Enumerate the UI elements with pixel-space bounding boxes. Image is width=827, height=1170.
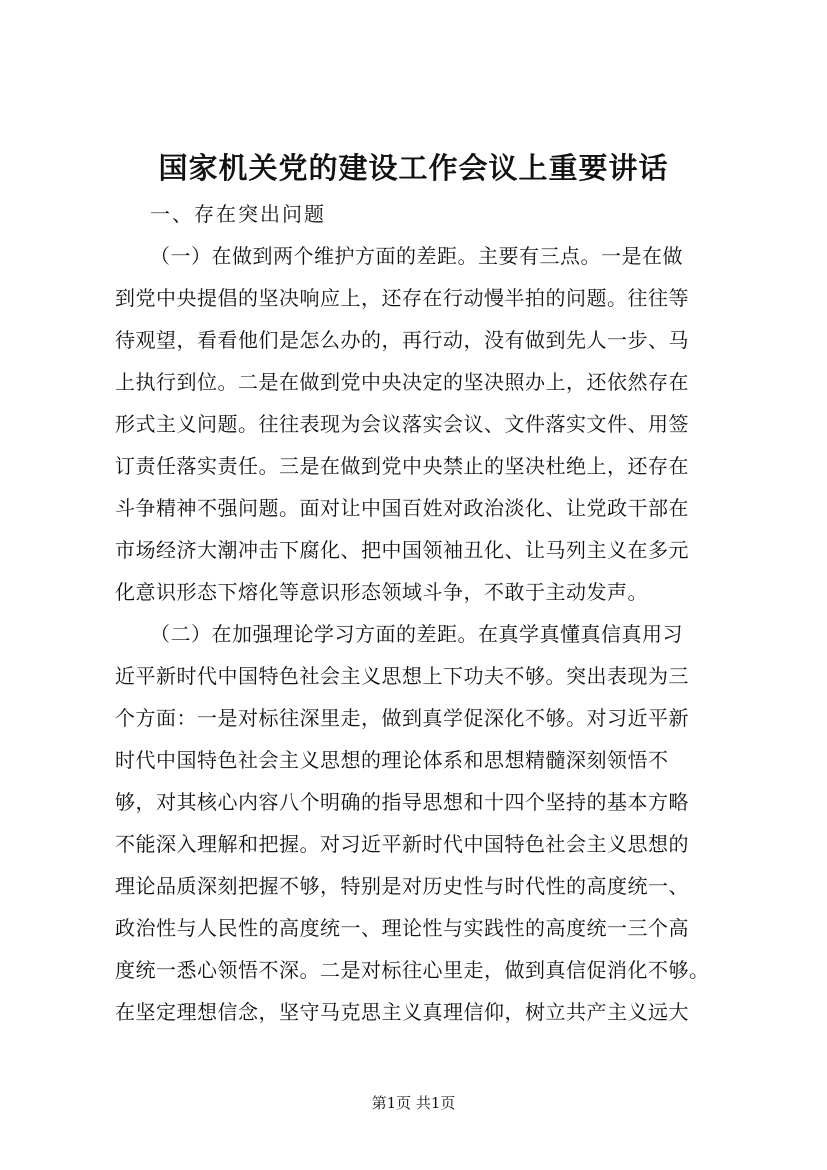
paragraph-line: 待观望，看看他们是怎么办的，再行动，没有做到先人一步、马: [115, 328, 689, 352]
paragraph-line: 不能深入理解和把握。对习近平新时代中国特色社会主义思想的: [115, 832, 689, 856]
paragraph-line: 到党中央提倡的坚决响应上，还存在行动慢半拍的问题。往往等: [115, 286, 689, 310]
paragraph-line: 订责任落实责任。三是在做到党中央禁止的坚决杜绝上，还存在: [115, 454, 689, 478]
paragraph-line: 够，对其核心内容八个明确的指导思想和十四个坚持的基本方略: [115, 790, 689, 814]
paragraph-line: 在坚定理想信念，坚守马克思主义真理信仰，树立共产主义远大: [115, 1000, 689, 1024]
paragraph-line: 时代中国特色社会主义思想的理论体系和思想精髓深刻领悟不: [115, 748, 669, 772]
paragraph-line: 度统一悉心领悟不深。二是对标往心里走，做到真信促消化不够。: [115, 958, 710, 982]
paragraph-line: 理论品质深刻把握不够，特别是对历史性与时代性的高度统一、: [115, 874, 689, 898]
document-title: 国家机关党的建设工作会议上重要讲话: [158, 151, 669, 185]
paragraph-line: 政治性与人民性的高度统一、理论性与实践性的高度统一三个高: [115, 916, 689, 940]
paragraph-line: 上执行到位。二是在做到党中央决定的坚决照办上，还依然存在: [115, 370, 689, 394]
paragraph-line: 市场经济大潮冲击下腐化、把中国领袖丑化、让马列主义在多元: [115, 538, 689, 562]
paragraph-line: （一）在做到两个维护方面的差距。主要有三点。一是在做: [150, 244, 683, 268]
paragraph-line: 近平新时代中国特色社会主义思想上下功夫不够。突出表现为三: [115, 664, 689, 688]
paragraph-line: （二）在加强理论学习方面的差距。在真学真懂真信真用习: [150, 622, 683, 646]
section-heading: 一、存在突出问题: [150, 202, 326, 226]
paragraph-line: 斗争精神不强问题。面对让中国百姓对政治淡化、让党政干部在: [115, 496, 689, 520]
paragraph-line: 个方面：一是对标往深里走，做到真学促深化不够。对习近平新: [115, 706, 689, 730]
paragraph-line: 化意识形态下熔化等意识形态领域斗争，不敢于主动发声。: [115, 580, 648, 604]
paragraph-line: 形式主义问题。往往表现为会议落实会议、文件落实文件、用签: [115, 412, 689, 436]
page-number: 第1页 共1页: [371, 1094, 456, 1112]
